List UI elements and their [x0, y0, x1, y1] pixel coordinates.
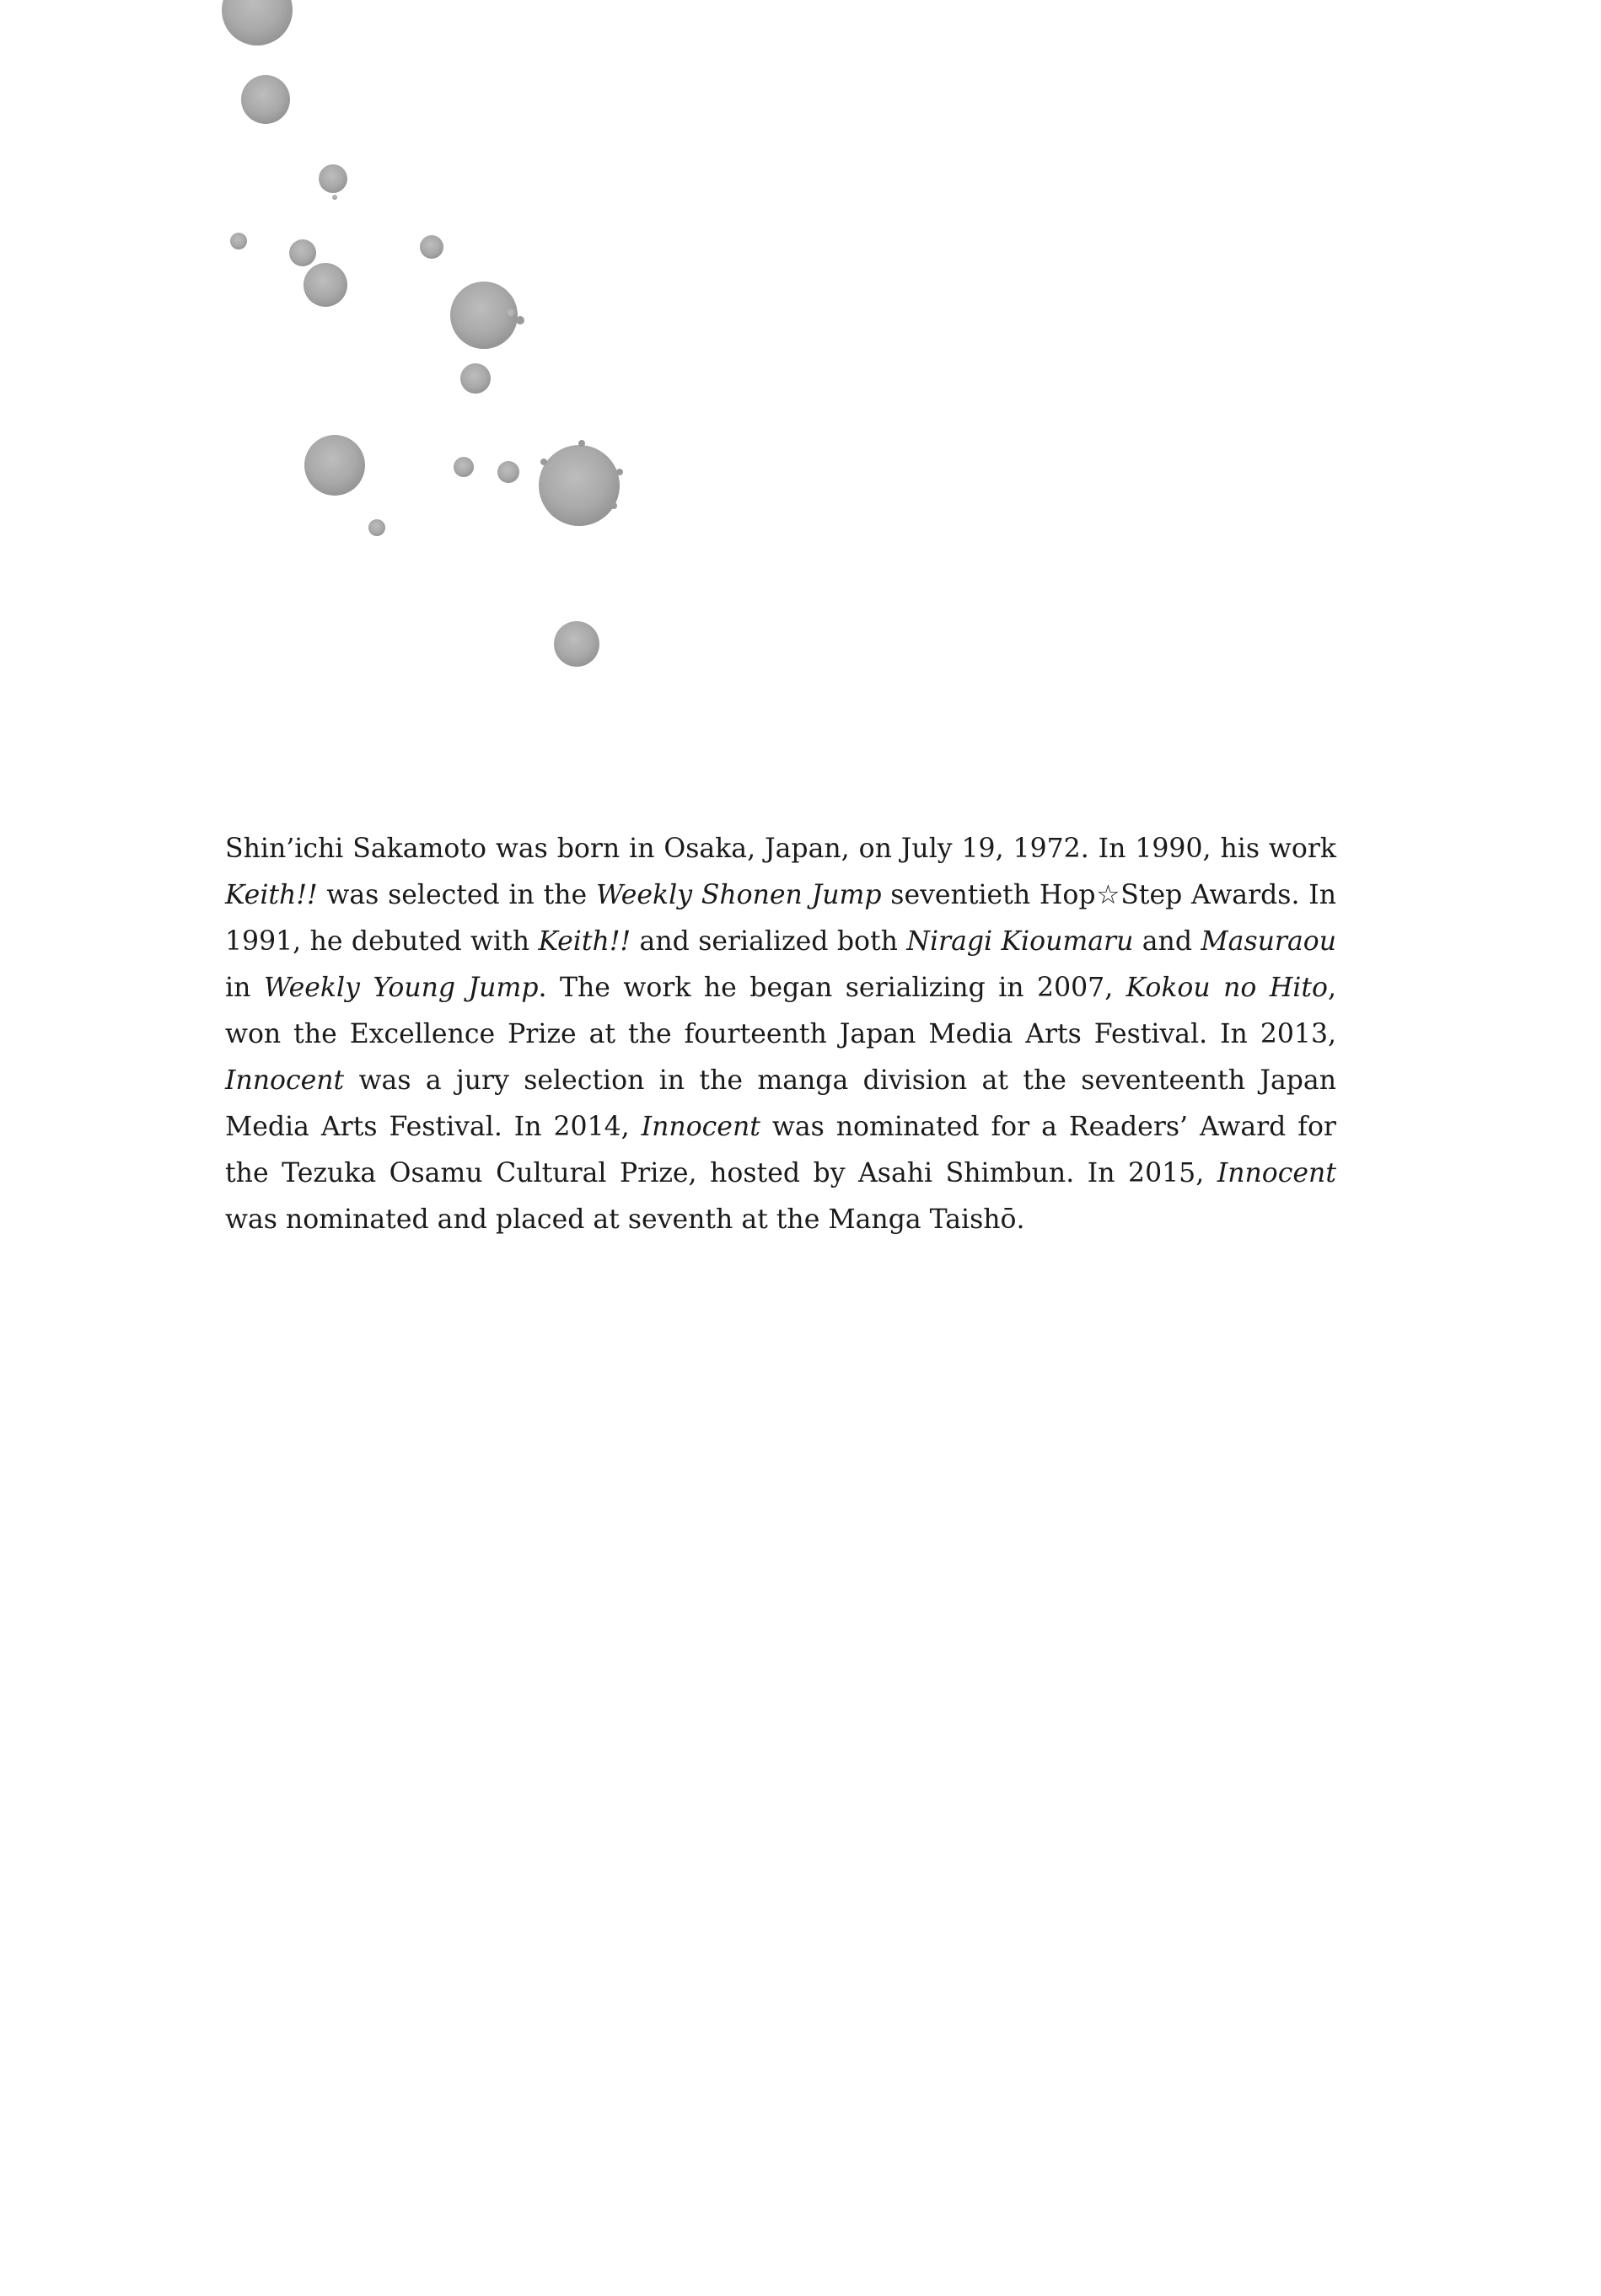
ink-spikelet — [516, 316, 524, 325]
bio-text: . The work he began serializing in 2007, — [538, 973, 1126, 1003]
ink-blot — [222, 0, 293, 46]
ink-spikelet — [578, 440, 585, 447]
bio-text: in — [225, 973, 264, 1003]
ink-blot — [319, 164, 347, 193]
bio-text: and — [1133, 926, 1201, 957]
bio-text: was selected in the — [317, 880, 596, 910]
title-keith: Keith!! — [538, 926, 631, 957]
ink-blot — [241, 75, 290, 124]
ink-blot — [460, 363, 491, 394]
ink-splatter-illustration — [0, 0, 674, 691]
bio-text: and serialized both — [631, 926, 907, 957]
ink-blot — [230, 233, 247, 249]
title-weekly-shonen-jump: Weekly Shonen Jump — [595, 880, 882, 910]
ink-blot — [554, 621, 599, 667]
ink-blot — [368, 519, 385, 536]
title-innocent: Innocent — [641, 1112, 760, 1142]
title-keith: Keith!! — [225, 880, 318, 910]
bio-text: Shin’ichi Sakamoto was born in Osaka, Japan, on July 19, 1972. In 1990, his work — [225, 834, 1336, 864]
ink-blot — [454, 457, 474, 477]
title-kokou-no-hito: Kokou no Hito — [1126, 973, 1328, 1003]
ink-spikelet — [540, 459, 547, 465]
ink-blot — [304, 435, 365, 496]
bio-text: , won the Excellence Prize at the fourteenth Japan Media Arts Festival. In 2013, — [225, 973, 1337, 1049]
author-biography — [225, 826, 1336, 1243]
title-niragi-kioumaru: Niragi Kioumaru — [906, 926, 1134, 957]
ink-blot — [506, 308, 516, 319]
title-weekly-young-jump: Weekly Young Jump — [263, 973, 539, 1003]
ink-blot — [539, 445, 620, 526]
ink-spikelet — [616, 469, 623, 475]
bio-text: was a jury selection in the manga division at the seventeenth Japan Media Arts Festival. In 2014, — [225, 1065, 1336, 1142]
ink-spikelet — [610, 502, 617, 509]
ink-blot — [304, 263, 347, 307]
bio-text: was nominated for a Readers’ Award for the Tezuka Osamu Cultural Prize, hosted by Asahi Shimbun. In 2015, — [225, 1112, 1336, 1188]
ink-blot — [289, 239, 316, 266]
bio-text: seventieth Hop☆Step Awards. In 1991, he debuted with — [225, 880, 1336, 957]
title-innocent: Innocent — [225, 1065, 345, 1096]
ink-blot — [332, 195, 337, 200]
title-innocent: Innocent — [1217, 1158, 1336, 1188]
bio-text: was nominated and placed at seventh at the Manga Taishō. — [225, 1204, 1025, 1235]
ink-blot — [497, 461, 519, 483]
title-masuraou: Masuraou — [1201, 926, 1336, 957]
ink-blot — [420, 235, 443, 259]
